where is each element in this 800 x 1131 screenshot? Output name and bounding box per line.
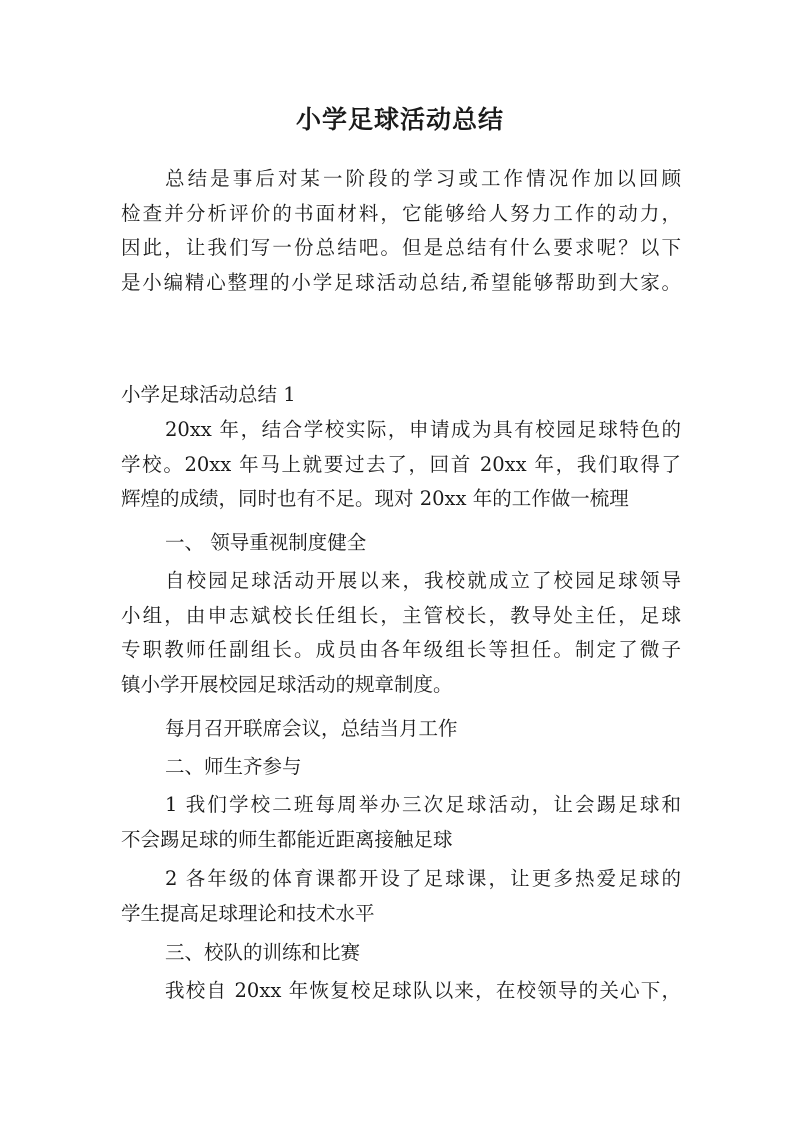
intro-line: 检查并分析评价的书面材料，它能够给人努力工作的动力， <box>121 201 681 225</box>
paragraph-intro-summary <box>121 413 681 517</box>
paragraph-line: 镇小学开展校园足球活动的规章制度。 <box>121 672 453 696</box>
paragraph-line: 不会踢足球的师生都能近距离接触足球 <box>121 827 453 851</box>
paragraph-line: 2 各年级的体育课都开设了足球课，让更多热爱足球的 <box>165 867 681 890</box>
heading-leadership: 一、 领导重视制度健全 <box>165 531 367 554</box>
paragraph-school-team <box>121 974 681 1009</box>
section-heading: 小学足球活动总结 1 <box>121 383 296 406</box>
heading-participation: 二、师生齐参与 <box>165 755 302 778</box>
paragraph-monthly-meeting: 每月召开联席会议，总结当月工作 <box>165 717 458 740</box>
paragraph-line: 我校自 20xx 年恢复校足球队以来，在校领导的关心下， <box>165 979 681 1002</box>
paragraph-line: 1 我们学校二班每周举办三次足球活动，让会踢足球和 <box>165 793 681 816</box>
intro-line: 是小编精心整理的小学足球活动总结,希望能够帮助到大家。 <box>121 270 681 294</box>
paragraph-line: 20xx 年，结合学校实际，申请成为具有校园足球特色的 <box>165 418 681 441</box>
intro-line: 因此，让我们写一份总结吧。但是总结有什么要求呢？以下 <box>121 236 681 259</box>
paragraph-line: 自校园足球活动开展以来，我校就成立了校园足球领导 <box>165 569 681 592</box>
heading-school-team: 三、校队的训练和比赛 <box>165 941 361 964</box>
intro-paragraph <box>121 162 681 300</box>
paragraph-line: 小组，由申志斌校长任组长，主管校长，教导处主任，足球 <box>121 603 681 627</box>
intro-line: 总结是事后对某一阶段的学习或工作情况作加以回顾 <box>165 167 681 190</box>
paragraph-line: 学校。20xx 年马上就要过去了，回首 20xx 年，我们取得了 <box>121 452 681 476</box>
paragraph-pe-classes <box>121 862 681 931</box>
paragraph-football-activities <box>121 788 681 857</box>
paragraph-line: 辉煌的成绩，同时也有不足。现对 20xx 年的工作做一梳理 <box>121 487 629 510</box>
paragraph-line: 专职教师任副组长。成员由各年级组长等担任。制定了微子 <box>121 638 681 661</box>
paragraph-line: 学生提高足球理论和技术水平 <box>121 901 375 925</box>
document-title: 小学足球活动总结 <box>295 105 504 134</box>
paragraph-leadership <box>121 564 681 702</box>
